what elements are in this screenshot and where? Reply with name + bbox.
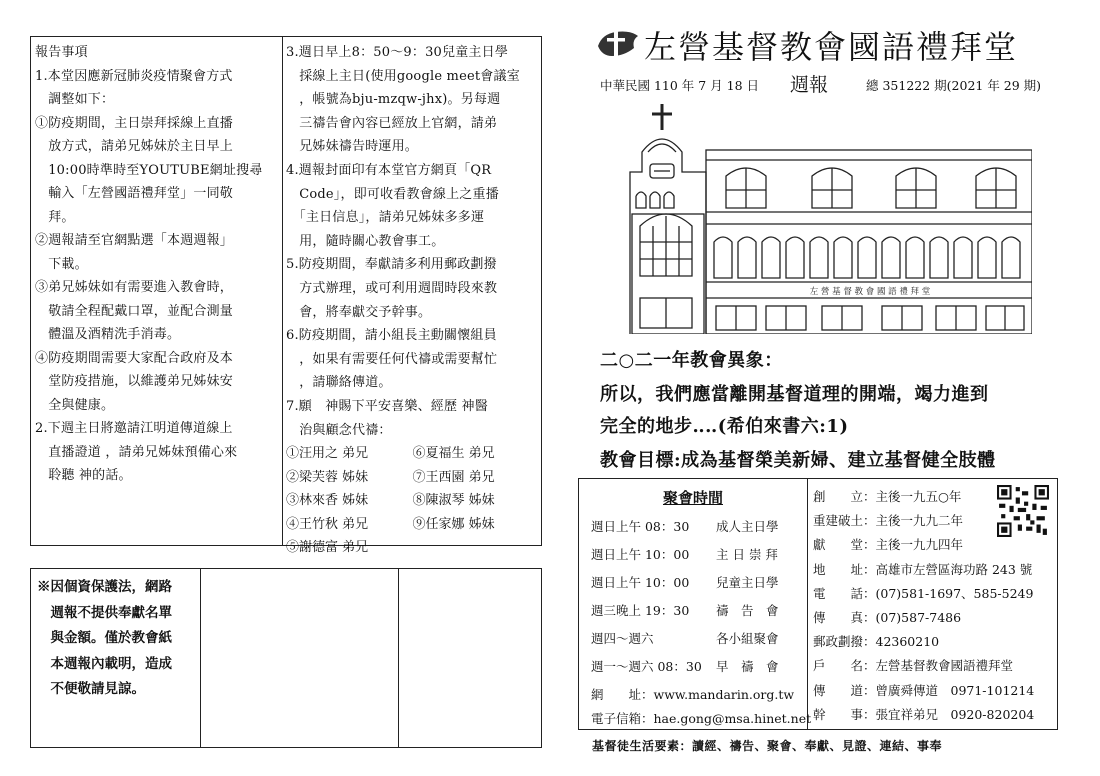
church-info-line: 戶 名：左營基督教會國語禮拜堂 bbox=[813, 658, 1014, 674]
meeting-row bbox=[591, 629, 779, 647]
prayer-name: ③林來香 姊妹 bbox=[286, 493, 369, 509]
church-logo-icon bbox=[594, 26, 640, 62]
church-info-line: 獻 堂：主後一九九四年 bbox=[813, 537, 964, 553]
prayer-name: ①汪用之 弟兄 bbox=[286, 446, 369, 462]
meeting-name: 早 禱 會 bbox=[716, 659, 779, 674]
announcement-line: 採線上主日(使用google meet會議室 bbox=[286, 68, 520, 84]
prayer-names-row bbox=[286, 466, 539, 490]
announcement-line: 直播證道 ，請弟兄姊妹預備心來 bbox=[35, 444, 238, 460]
announcement-line: 1.本堂因應新冠肺炎疫情聚會方式 bbox=[35, 68, 233, 84]
meeting-info-box bbox=[578, 478, 1058, 730]
meeting-row bbox=[591, 601, 779, 619]
prayer-name: ④王竹秋 弟兄 bbox=[286, 516, 369, 532]
announcement-line: 10:00時準時至YOUTUBE網址搜尋 bbox=[35, 162, 263, 178]
meeting-row bbox=[591, 657, 779, 675]
meeting-times-title: 聚會時間 bbox=[662, 489, 723, 507]
prayer-name: ②梁芙蓉 姊妹 bbox=[286, 469, 369, 485]
meeting-time: 週三晚上 19：30 bbox=[591, 603, 690, 618]
prayer-name: ⑤謝德富 弟兄 bbox=[286, 540, 369, 556]
meeting-time: 週日上午 10：00 bbox=[591, 575, 690, 590]
qr-code-icon bbox=[997, 485, 1049, 537]
announcement-line: 報告事項 bbox=[35, 45, 88, 60]
announcement-line: ，如果有需要任何代禱或需要幫忙 bbox=[286, 351, 498, 367]
announcement-line: 聆聽 神的話。 bbox=[35, 468, 132, 483]
announcement-line: 治與顧念代禱： bbox=[286, 422, 392, 438]
announcement-line: 拜。 bbox=[35, 209, 75, 225]
announcement-line: 三禱告會內容已經放上官網，請弟 bbox=[286, 115, 498, 131]
church-info-line: 傳 道：曾廣舜傳道 0971-101214 bbox=[813, 682, 1035, 698]
church-info-line: 創 立：主後一九五○年 bbox=[813, 489, 962, 504]
christian-life-elements: 基督徒生活要素：讀經、禱告、聚會、奉獻、見證、連結、事奉 bbox=[592, 739, 943, 753]
announcement-line: 下載。 bbox=[35, 256, 88, 272]
announcement-line: 堂防疫措施，以維護弟兄姊妹安 bbox=[35, 374, 234, 389]
meeting-time: 週日上午 08：30 bbox=[591, 519, 690, 534]
meeting-name: 主 日 崇 拜 bbox=[716, 547, 778, 562]
announcement-line: ④防疫期間需要大家配合政府及本 bbox=[35, 350, 234, 366]
church-website: 網 址：www.mandarin.org.tw bbox=[591, 687, 795, 702]
announcement-line: 7.願 神賜下平安喜樂、經歷 神醫 bbox=[286, 398, 488, 414]
announcement-line: 輸入「左營國語禮拜堂」一同敬 bbox=[35, 186, 234, 201]
bulletin-title: 週報 bbox=[790, 74, 829, 96]
vision-title: 二○二一年教會異象： bbox=[600, 350, 783, 371]
privacy-line: ※因個資保護法，網路 bbox=[37, 579, 172, 595]
meeting-row bbox=[591, 573, 779, 591]
prayer-name bbox=[413, 536, 540, 560]
announcement-line: 敬請全程配戴口罩，並配合測量 bbox=[35, 303, 234, 319]
announcement-line: 體溫及酒精洗手消毒。 bbox=[35, 327, 181, 342]
church-info-line: 重建破土：主後一九九二年 bbox=[813, 513, 964, 529]
announcement-line: 「主日信息」，請弟兄姊妹多多運 bbox=[286, 210, 485, 226]
meeting-time: 週一～週六 08：30 bbox=[591, 659, 702, 674]
vision-line-2: 完全的地步‥‥(希伯來書六:1) bbox=[600, 416, 849, 437]
privacy-line: 不便敬請見諒。 bbox=[37, 681, 145, 697]
announcement-line: ，帳號為bju-mzqw-jhx)。另每週 bbox=[286, 92, 501, 108]
meeting-name: 兒童主日學 bbox=[716, 575, 779, 590]
announcement-line: 方式辦理，或可利用週間時段來教 bbox=[286, 280, 498, 296]
issue-number: 總 351222 期(2021 年 29 期) bbox=[866, 78, 1042, 93]
announcement-line: 6.防疫期間，請小組長主動關懷組員 bbox=[286, 328, 497, 344]
meeting-time: 週日上午 10：00 bbox=[591, 547, 690, 562]
meeting-row bbox=[591, 545, 778, 563]
announcement-line: Code」，即可收看教會線上之重播 bbox=[286, 186, 499, 202]
prayer-names-row bbox=[286, 513, 539, 537]
church-info-line: 郵政劃撥：42360210 bbox=[813, 634, 940, 650]
privacy-line: 週報不提供奉獻名單 bbox=[37, 604, 172, 621]
announcement-line: 2.下週主日將邀請江明道傳道線上 bbox=[35, 421, 233, 436]
prayer-name: ⑨任家娜 姊妹 bbox=[412, 516, 495, 532]
church-info-line: 電 話：(07)581-1697、585-5249 bbox=[813, 585, 1034, 601]
offering-list-blank-a bbox=[201, 569, 399, 747]
church-email: 電子信箱：hae.gong@msa.hinet.net bbox=[591, 711, 812, 726]
church-building-illustration bbox=[626, 102, 1032, 334]
church-info-line: 地 址：高雄市左營區海功路 243 號 bbox=[813, 561, 1033, 577]
prayer-name: ⑦王西園 弟兄 bbox=[412, 469, 495, 485]
prayer-names-row bbox=[286, 536, 539, 560]
announcement-line: 5.防疫期間，奉獻請多利用郵政劃撥 bbox=[286, 257, 497, 273]
announcement-line: 3.週日早上8：50～9：30兒童主日學 bbox=[286, 45, 509, 60]
church-name: 左營基督教會國語禮拜堂 bbox=[644, 28, 1019, 66]
announcement-line: 調整如下： bbox=[35, 92, 115, 107]
meeting-times-panel bbox=[579, 479, 812, 729]
announcement-line: 全與健康。 bbox=[35, 397, 115, 413]
meeting-time: 週四～週六 bbox=[591, 631, 654, 646]
announcements-left-column bbox=[31, 37, 283, 545]
announcement-line: 用，隨時關心教會事工。 bbox=[286, 233, 445, 249]
announcement-line: ①防疫期間，主日崇拜採線上直播 bbox=[35, 115, 234, 131]
privacy-notice bbox=[31, 569, 201, 747]
vision-line-1: 所以，我們應當離開基督道理的開端，竭力進到 bbox=[600, 384, 989, 405]
meeting-name: 各小組聚會 bbox=[716, 631, 779, 646]
meeting-row bbox=[591, 517, 779, 535]
building-sign: 左 營 基 督 教 會 國 語 禮 拜 堂 bbox=[809, 287, 931, 297]
announcement-line: 4.週報封面印有本堂官方網頁「QR bbox=[286, 162, 492, 178]
meeting-name: 禱 告 會 bbox=[716, 603, 779, 618]
announcement-line: 會，將奉獻交予幹事。 bbox=[286, 304, 432, 320]
announcement-line: 放方式，請弟兄姊妹於主日早上 bbox=[35, 139, 234, 154]
announcement-line: ③弟兄姊妹如有需要進入教會時， bbox=[35, 280, 234, 295]
privacy-line: 本週報內載明，造成 bbox=[37, 655, 172, 672]
meeting-name: 成人主日學 bbox=[716, 519, 779, 534]
announcements-box bbox=[30, 36, 542, 556]
privacy-line: 與金額。僅於教會紙 bbox=[37, 630, 172, 646]
announcement-line: ②週報請至官網點選「本週週報」 bbox=[35, 233, 234, 248]
announcement-line: 兄姊妹禱告時運用。 bbox=[286, 139, 419, 155]
announcements-right-column bbox=[283, 37, 541, 556]
church-goal: 教會目標:成為基督榮美新婦、建立基督健全肢體 bbox=[600, 450, 996, 471]
church-info-line: 傳 真：(07)587-7486 bbox=[813, 610, 962, 625]
privacy-notice-box bbox=[30, 568, 542, 748]
church-info-line: 幹 事：張宜祥弟兄 0920-820204 bbox=[813, 706, 1035, 722]
prayer-names-row bbox=[286, 489, 539, 513]
prayer-name: ⑧陳淑琴 姊妹 bbox=[412, 493, 495, 509]
bulletin-date: 中華民國 110 年 7 月 18 日 bbox=[600, 78, 760, 93]
announcement-line: ，請聯絡傳道。 bbox=[286, 375, 392, 391]
prayer-names-row bbox=[286, 442, 539, 466]
prayer-name: ⑥夏福生 弟兄 bbox=[412, 446, 495, 462]
